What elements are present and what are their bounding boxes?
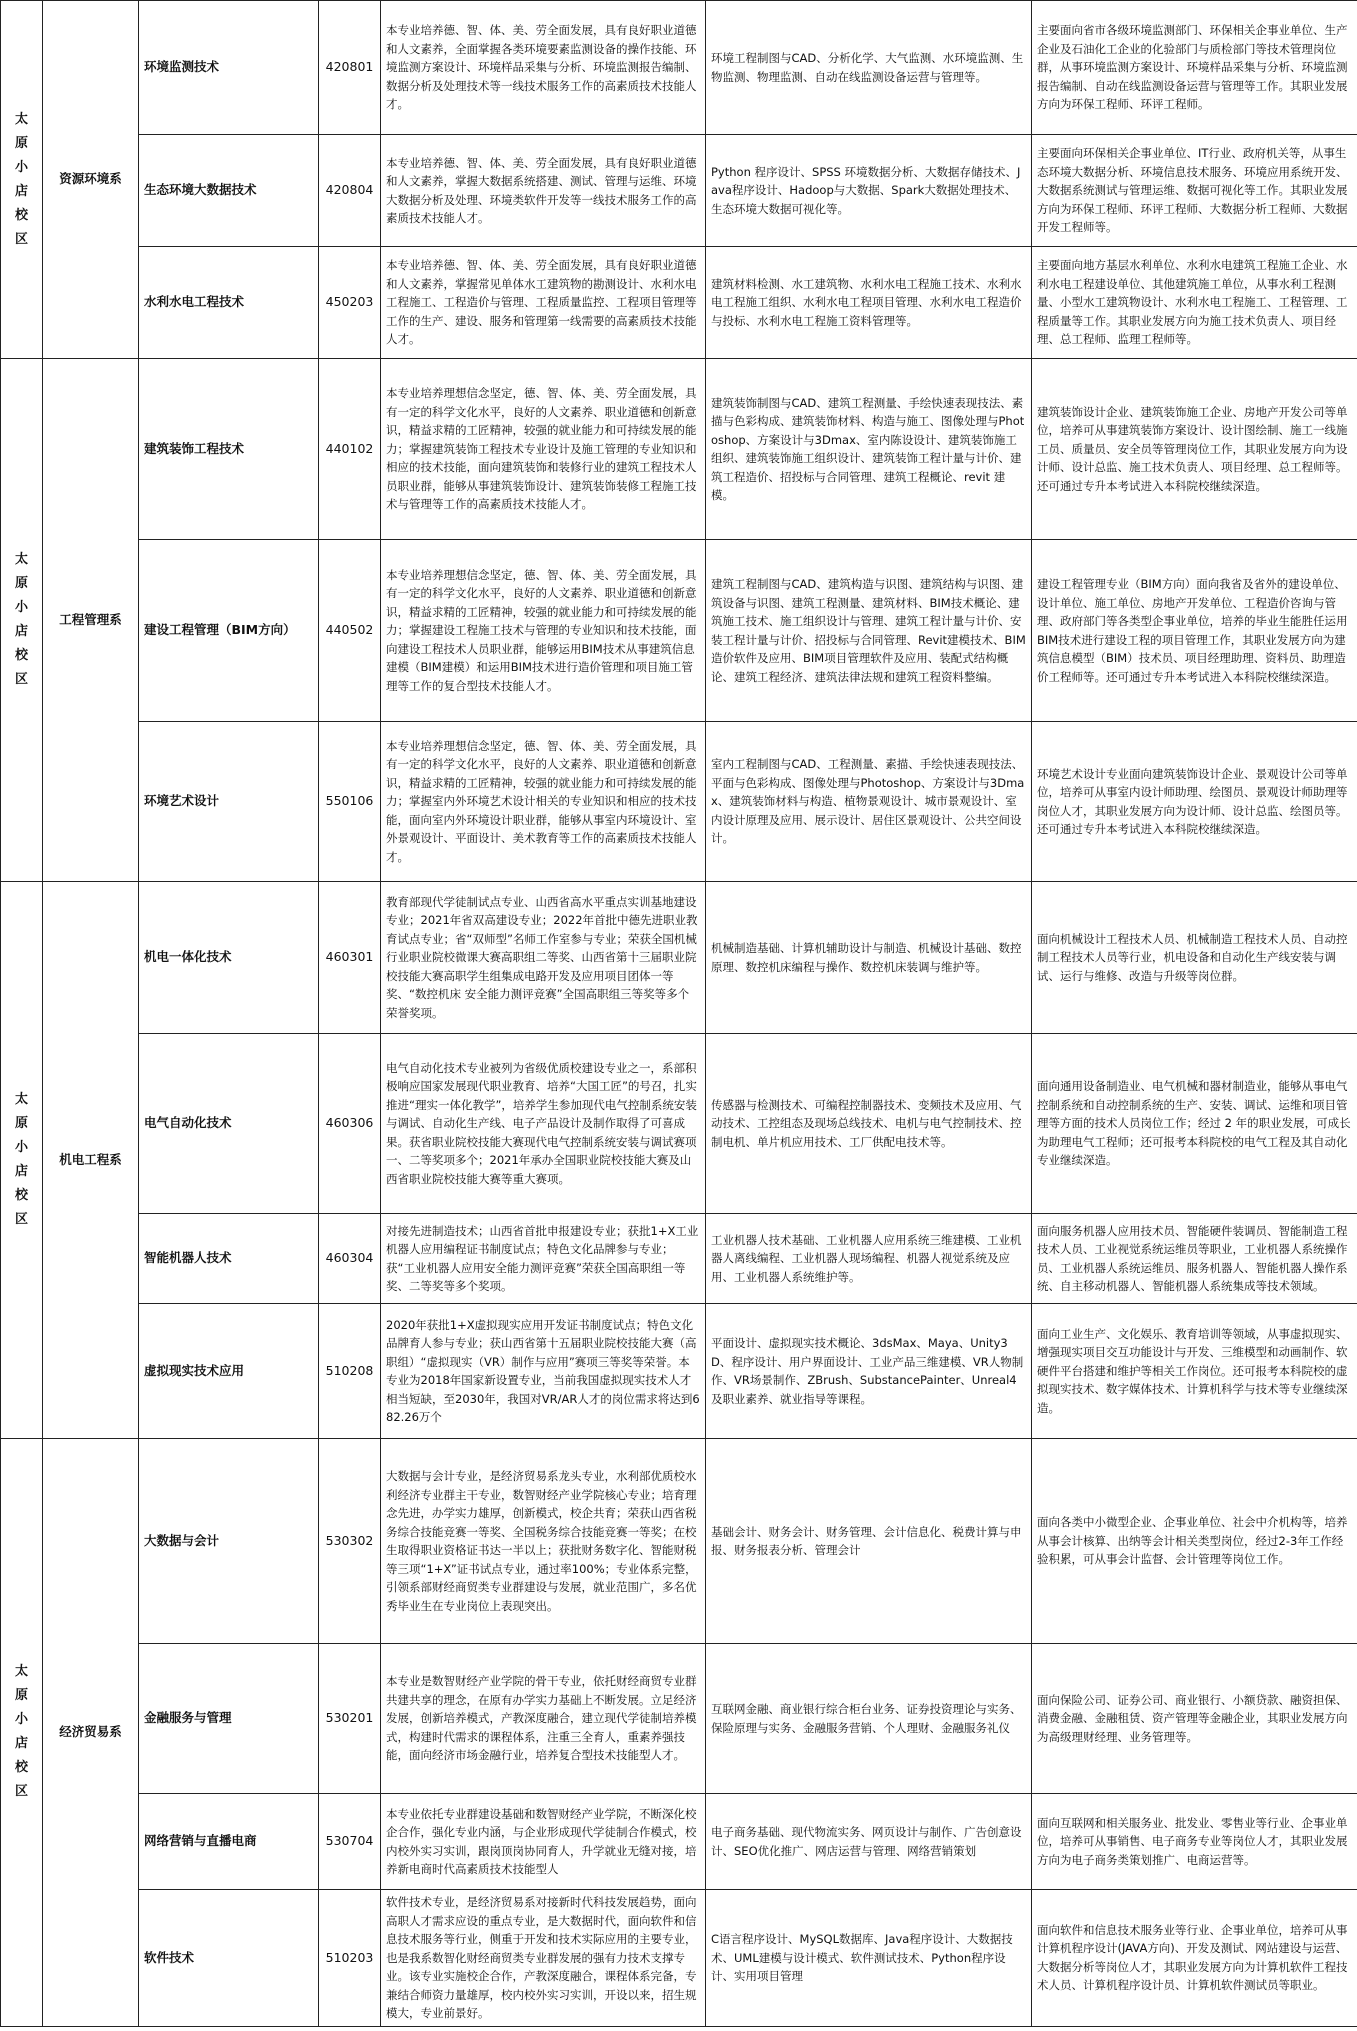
table-row [1,722,1357,882]
core-courses: 工业机器人技术基础、工业机器人应用系统三维建模、工业机器人离线编程、工业机器人现场编程、机器人视觉系统及应用、工业机器人系统维护等。 [706,1214,1032,1304]
training-goal: 软件技术专业，是经济贸易系对接新时代科技发展趋势，面向高职人才需求应设的重点专业，是大数据时代，面向软件和信息技术服务等行业，侧重于开发和技术实际应用的主要专业，也是我系数智化财经商贸类专业群发展的强有力技术支撑专业。该专业实施校企合作，产教深度融合，课程体系完备，专兼结合师资力量雄厚，校内校外实习实训，开设以来，招生规模大，专业前景好。 [381,1890,706,2027]
major-code: 530201 [319,1644,381,1794]
major-code: 450203 [319,247,381,359]
major-code: 460304 [319,1214,381,1304]
career-direction: 面向工业生产、文化娱乐、教育培训等领域，从事虚拟现实、增强现实项目交互功能设计与开发、三维模型和动画制作、软硬件平台搭建和维护等相关工作岗位。还可报考本科院校的虚拟现实技术、数字媒体技术、计算机科学与技术等专业继续深造。 [1032,1304,1357,1439]
core-courses: 机械制造基础、计算机辅助设计与制造、机械设计基础、数控原理、数控机床编程与操作、数控机床装调与维护等。 [706,882,1032,1034]
table-row [1,1304,1357,1439]
department-cell: 工程管理系 [43,359,139,882]
core-courses: 基础会计、财务会计、财务管理、会计信息化、税费计算与申报、财务报表分析、管理会计 [706,1439,1032,1644]
career-direction: 建设工程管理专业（BIM方向）面向我省及省外的建设单位、设计单位、施工单位、房地产开发单位、工程造价咨询与管理、政府部门等各类型企事业单位，培养的毕业生能胜任运用BIM技术进行建设工程的项目管理工作，其职业发展方向为建筑信息模型（BIM）技术员、项目经理助理、资料员、助理造价工程师等。还可通过专升本考试进入本科院校继续深造。 [1032,540,1357,722]
core-courses: 建筑材料检测、水工建筑物、水利水电工程施工技术、水利水电工程施工组织、水利水电工程项目管理、水利水电工程造价与投标、水利水电工程施工资料管理等。 [706,247,1032,359]
table-row [1,882,1357,1034]
major-name: 智能机器人技术 [139,1214,319,1304]
major-code: 550106 [319,722,381,882]
table-row [1,247,1357,359]
campus-cell: 太原小店校区 [1,882,43,1439]
career-direction: 面向软件和信息技术服务业等行业、企事业单位，培养可从事计算机程序设计(JAVA方向)、开发及测试、网站建设与运营、大数据分析等岗位人才，其职业发展方向为计算机软件工程技术人员、计算机程序设计员、计算机软件测试员等职业。 [1032,1890,1357,2027]
major-name: 环境艺术设计 [139,722,319,882]
career-direction: 主要面向环保相关企事业单位、IT行业、政府机关等，从事生态环境大数据分析、环境信息技术服务、环境应用系统开发、大数据系统测试与管理运维、数据可视化等工作。其职业发展方向为环保工程师、环评工程师、大数据分析工程师、大数据开发工程师等。 [1032,135,1357,247]
career-direction: 面向互联网和相关服务业、批发业、零售业等行业、企事业单位，培养可从事销售、电子商务专业等岗位人才，其职业发展方向为电子商务类策划推广、电商运营等。 [1032,1794,1357,1890]
core-courses: 电子商务基础、现代物流实务、网页设计与制作、广告创意设计、SEO优化推广、网店运营与管理、网络营销策划 [706,1794,1032,1890]
table-row [1,1034,1357,1214]
core-courses: C语言程序设计、MySQL数据库、Java程序设计、大数据技术、UML建模与设计模式、软件测试技术、Python程序设计、实用项目管理 [706,1890,1032,2027]
major-code: 510203 [319,1890,381,2027]
core-courses: 环境工程制图与CAD、分析化学、大气监测、水环境监测、生物监测、物理监测、自动在线监测设备运营与管理等。 [706,1,1032,135]
major-code: 440102 [319,359,381,540]
table-row [1,1214,1357,1304]
training-goal: 本专业培养理想信念坚定，德、智、体、美、劳全面发展，具有一定的科学文化水平，良好的人文素养、职业道德和创新意识，精益求精的工匠精神，较强的就业能力和可持续发展的能力；掌握建设工程施工技术与管理的专业知识和技术技能，面向建设工程技术人员职业群，能够运用BIM技术从事建筑信息建模（BIM建模）和运用BIM技术进行造价管理和项目施工管理等工作的复合型技术技能人才。 [381,540,706,722]
career-direction: 环境艺术设计专业面向建筑装饰设计企业、景观设计公司等单位，培养可从事室内设计师助理、绘图员、景观设计师助理等岗位人才，其职业发展方向为设计师、设计总监、绘图员等。还可通过专升本考试进入本科院校继续深造。 [1032,722,1357,882]
training-goal: 2020年获批1+X虚拟现实应用开发证书制度试点；特色文化品牌育人参与专业；获山西省第十五届职业院校技能大赛（高职组）“虚拟现实（VR）制作与应用”赛项三等奖等荣誉。本专业为2018年国家新设置专业，当前我国虚拟现实技术人才相当短缺，至2030年，我国对VR/AR人才的岗位需求将达到682.26万个 [381,1304,706,1439]
major-name: 水利水电工程技术 [139,247,319,359]
major-name: 金融服务与管理 [139,1644,319,1794]
major-code: 420804 [319,135,381,247]
major-name: 网络营销与直播电商 [139,1794,319,1890]
major-name: 环境监测技术 [139,1,319,135]
training-goal: 本专业培养德、智、体、美、劳全面发展，具有良好职业道德和人文素养，掌握大数据系统搭建、测试、管理与运维、环境大数据分析及处理、环境类软件开发等一线技术服务工作的高素质技术技能人才。 [381,135,706,247]
campus-cell: 太原小店校区 [1,1439,43,2027]
table-row [1,1439,1357,1644]
career-direction: 建筑装饰设计企业、建筑装饰施工企业、房地产开发公司等单位，培养可从事建筑装饰方案设计、设计图绘制、施工一线施工员、质量员、安全员等管理岗位工作，其职业发展方向为设计师、设计总监、施工技术负责人、项目经理、总工程师等。还可通过专升本考试进入本科院校继续深造。 [1032,359,1357,540]
major-code: 530302 [319,1439,381,1644]
career-direction: 主要面向省市各级环境监测部门、环保相关企事业单位、生产企业及石油化工企业的化验部门与质检部门等技术管理岗位群，从事环境监测方案设计、环境样品采集与分析、环境监测报告编制、自动在线监测设备运营与管理等工作。其职业发展方向为环保工程师、环评工程师。 [1032,1,1357,135]
department-cell: 资源环境系 [43,1,139,359]
career-direction: 面向保险公司、证券公司、商业银行、小额贷款、融资担保、消费金融、金融租赁、资产管理等金融企业，其职业发展方向为高级理财经理、业务管理等。 [1032,1644,1357,1794]
major-name: 电气自动化技术 [139,1034,319,1214]
department-cell: 机电工程系 [43,882,139,1439]
table-row [1,1644,1357,1794]
career-direction: 面向服务机器人应用技术员、智能硬件装调员、智能制造工程技术人员、工业视觉系统运维员等职业，工业机器人系统操作员、工业机器人系统运维员、服务机器人、智能机器人操作系统、自主移动机器人、智能机器人系统集成等技术领域。 [1032,1214,1357,1304]
major-code: 420801 [319,1,381,135]
table-row [1,540,1357,722]
career-direction: 主要面向地方基层水利单位、水利水电建筑工程施工企业、水利水电工程建设单位、其他建筑施工单位，从事水利工程测量、小型水工建筑物设计、水利水电工程施工、工程管理、工程质量等工作。其职业发展方向为施工技术负责人、项目经理、总工程师、监理工程师等。 [1032,247,1357,359]
major-name: 大数据与会计 [139,1439,319,1644]
major-code: 460306 [319,1034,381,1214]
table-row [1,1794,1357,1890]
core-courses: 建筑工程制图与CAD、建筑构造与识图、建筑结构与识图、建筑设备与识图、建筑工程测量、建筑材料、BIM技术概论、建筑施工技术、施工组织设计与管理、建筑工程计量与计价、安装工程计量与计价、招投标与合同管理、Revit建模技术、BIM造价软件及应用、BIM项目管理软件及应用、装配式结构概论、建筑工程经济、建筑法律法规和建筑工程资料整编。 [706,540,1032,722]
table-row [1,359,1357,540]
training-goal: 教育部现代学徒制试点专业、山西省高水平重点实训基地建设专业；2021年省双高建设专业；2022年首批中德先进职业教育试点专业；省“双师型”名师工作室参与专业；荣获全国机械行业职业院校微课大赛高职组二等奖、山西省第十三届职业院校技能大赛高职学生组集成电路开发及应用项目团体一等奖、“数控机床 安全能力测评竞赛”全国高职组三等奖等多个荣誉奖项。 [381,882,706,1034]
major-code: 530704 [319,1794,381,1890]
core-courses: 互联网金融、商业银行综合柜台业务、证券投资理论与实务、保险原理与实务、金融服务营销、个人理财、金融服务礼仪 [706,1644,1032,1794]
core-courses: 平面设计、虚拟现实技术概论、3dsMax、Maya、Unity3D、程序设计、用户界面设计、工业产品三维建模、VR人物制作、VR场景制作、ZBrush、SubstancePainter、Unreal4及职业素养、就业指导等课程。 [706,1304,1032,1439]
core-courses: 传感器与检测技术、可编程控制器技术、变频技术及应用、气动技术、工控组态及现场总线技术、电机与电气控制技术、控制电机、单片机应用技术、工厂供配电技术等。 [706,1034,1032,1214]
major-code: 440502 [319,540,381,722]
training-goal: 本专业培养德、智、体、美、劳全面发展，具有良好职业道德和人文素养，掌握常见单体水工建筑物的勘测设计、水利水电工程施工、工程造价与管理、工程质量监控、工程项目管理等工作的生产、建设、服务和管理第一线需要的高素质技术技能人才。 [381,247,706,359]
major-code: 460301 [319,882,381,1034]
table-row [1,135,1357,247]
major-name: 虚拟现实技术应用 [139,1304,319,1439]
career-direction: 面向各类中小微型企业、企事业单位、社会中介机构等，培养从事会计核算、出纳等会计相关类型岗位，经过2-3年工作经验积累，可从事会计监督、会计管理等岗位工作。 [1032,1439,1357,1644]
core-courses: Python 程序设计、SPSS 环境数据分析、大数据存储技术、Java程序设计、Hadoop与大数据、Spark大数据处理技术、生态环境大数据可视化等。 [706,135,1032,247]
major-name: 软件技术 [139,1890,319,2027]
major-name: 生态环境大数据技术 [139,135,319,247]
training-goal: 本专业培养理想信念坚定，德、智、体、美、劳全面发展，具有一定的科学文化水平，良好的人文素养、职业道德和创新意识，精益求精的工匠精神，较强的就业能力和可持续发展的能力；掌握室内外环境艺术设计相关的专业知识和相应的技术技能，面向室内外环境设计职业群，能够从事室内环境设计、室外景观设计、平面设计、美术教育等工作的高素质技术技能人才。 [381,722,706,882]
career-direction: 面向机械设计工程技术人员、机械制造工程技术人员、自动控制工程技术人员等行业，机电设备和自动化生产线安装与调试、运行与维修、改造与升级等岗位群。 [1032,882,1357,1034]
training-goal: 本专业依托专业群建设基础和数智财经产业学院，不断深化校企合作，强化专业内涵，与企业形成现代学徒制合作模式，校内校外实习实训，跟岗顶岗协同育人，升学就业无缝对接，培养新电商时代高素质技术技能型人 [381,1794,706,1890]
major-code: 510208 [319,1304,381,1439]
training-goal: 本专业培养德、智、体、美、劳全面发展，具有良好职业道德和人文素养，全面掌握各类环境要素监测设备的操作技能、环境监测方案设计、环境样品采集与分析、环境监测报告编制、数据分析及处理技术等一线技术服务工作的高素质技术技能人才。 [381,1,706,135]
training-goal: 电气自动化技术专业被列为省级优质校建设专业之一，系部积极响应国家发展现代职业教育、培养“大国工匠”的号召，扎实推进“理实一体化教学”，培养学生参加现代电气控制系统安装与调试、自动化生产线、电子产品设计及制作取得了可喜成果。获省职业院校技能大赛现代电气控制系统安装与调试赛项一、二等奖项多个；2021年承办全国职业院校技能大赛及山西省职业院校技能大赛等重大赛项。 [381,1034,706,1214]
campus-cell: 太原小店校区 [1,1,43,359]
training-goal: 本专业培养理想信念坚定，德、智、体、美、劳全面发展，具有一定的科学文化水平，良好的人文素养、职业道德和创新意识，精益求精的工匠精神，较强的就业能力和可持续发展的能力；掌握建筑装饰工程技术专业设计及施工管理的专业知识和相应的技术技能，面向建筑装饰和装修行业的建筑工程技术人员职业群，能够从事建筑装饰设计、建筑装饰装修工程施工技术与管理等工作的高素质技术技能人才。 [381,359,706,540]
table-row [1,1890,1357,2027]
major-name: 机电一体化技术 [139,882,319,1034]
major-name: 建筑装饰工程技术 [139,359,319,540]
career-direction: 面向通用设备制造业、电气机械和器材制造业，能够从事电气控制系统和自动控制系统的生产、安装、调试、运维和项目管理等方面的技术人员岗位工作；经过 2 年的职业发展，可成长为助理电气工程师；还可报考本科院校的电气工程及其自动化专业继续深造。 [1032,1034,1357,1214]
training-goal: 大数据与会计专业，是经济贸易系龙头专业，水利部优质校水利经济专业群主干专业，数智财经产业学院核心专业；培育理念先进，办学实力雄厚，创新模式，校企共育；荣获山西省税务综合技能竞赛一等奖、全国税务综合技能竞赛一等奖；在校生取得职业资格证书达一半以上；获批财务数字化、智能财税等三项“1+X”证书试点专业，通过率100%；专业体系完整，引领系部财经商贸类专业群建设与发展，就业范围广，多名优秀毕业生在专业岗位上表现突出。 [381,1439,706,1644]
department-cell: 经济贸易系 [43,1439,139,2027]
campus-cell: 太原小店校区 [1,359,43,882]
core-courses: 室内工程制图与CAD、工程测量、素描、手绘快速表现技法、平面与色彩构成、图像处理与Photoshop、方案设计与3Dmax、建筑装饰材料与构造、植物景观设计、城市景观设计、室内设计原理及应用、展示设计、居住区景观设计、公共空间设计。 [706,722,1032,882]
major-name: 建设工程管理（BIM方向） [139,540,319,722]
table-row [1,1,1357,135]
training-goal: 对接先进制造技术；山西省首批申报建设专业；获批1+X工业机器人应用编程证书制度试点；特色文化品牌参与专业；获“工业机器人应用安全能力测评竞赛”荣获全国高职组一等奖、二等奖等多个奖项。 [381,1214,706,1304]
training-goal: 本专业是数智财经产业学院的骨干专业，依托财经商贸专业群共建共享的理念，在原有办学实力基础上不断发展。立足经济发展，创新培养模式，产教深度融合，建立现代学徒制培养模式，构建时代需求的课程体系，注重三全育人，重素养强技能，面向经济市场金融行业，培养复合型技术技能型人才。 [381,1644,706,1794]
core-courses: 建筑装饰制图与CAD、建筑工程测量、手绘快速表现技法、素描与色彩构成、建筑装饰材料、构造与施工、图像处理与Photoshop、方案设计与3Dmax、室内陈设设计、建筑装饰施工组织、建筑装饰施工组织设计、建筑装饰工程计量与计价、建筑工程造价、招投标与合同管理、建筑工程概论、revit 建模。 [706,359,1032,540]
